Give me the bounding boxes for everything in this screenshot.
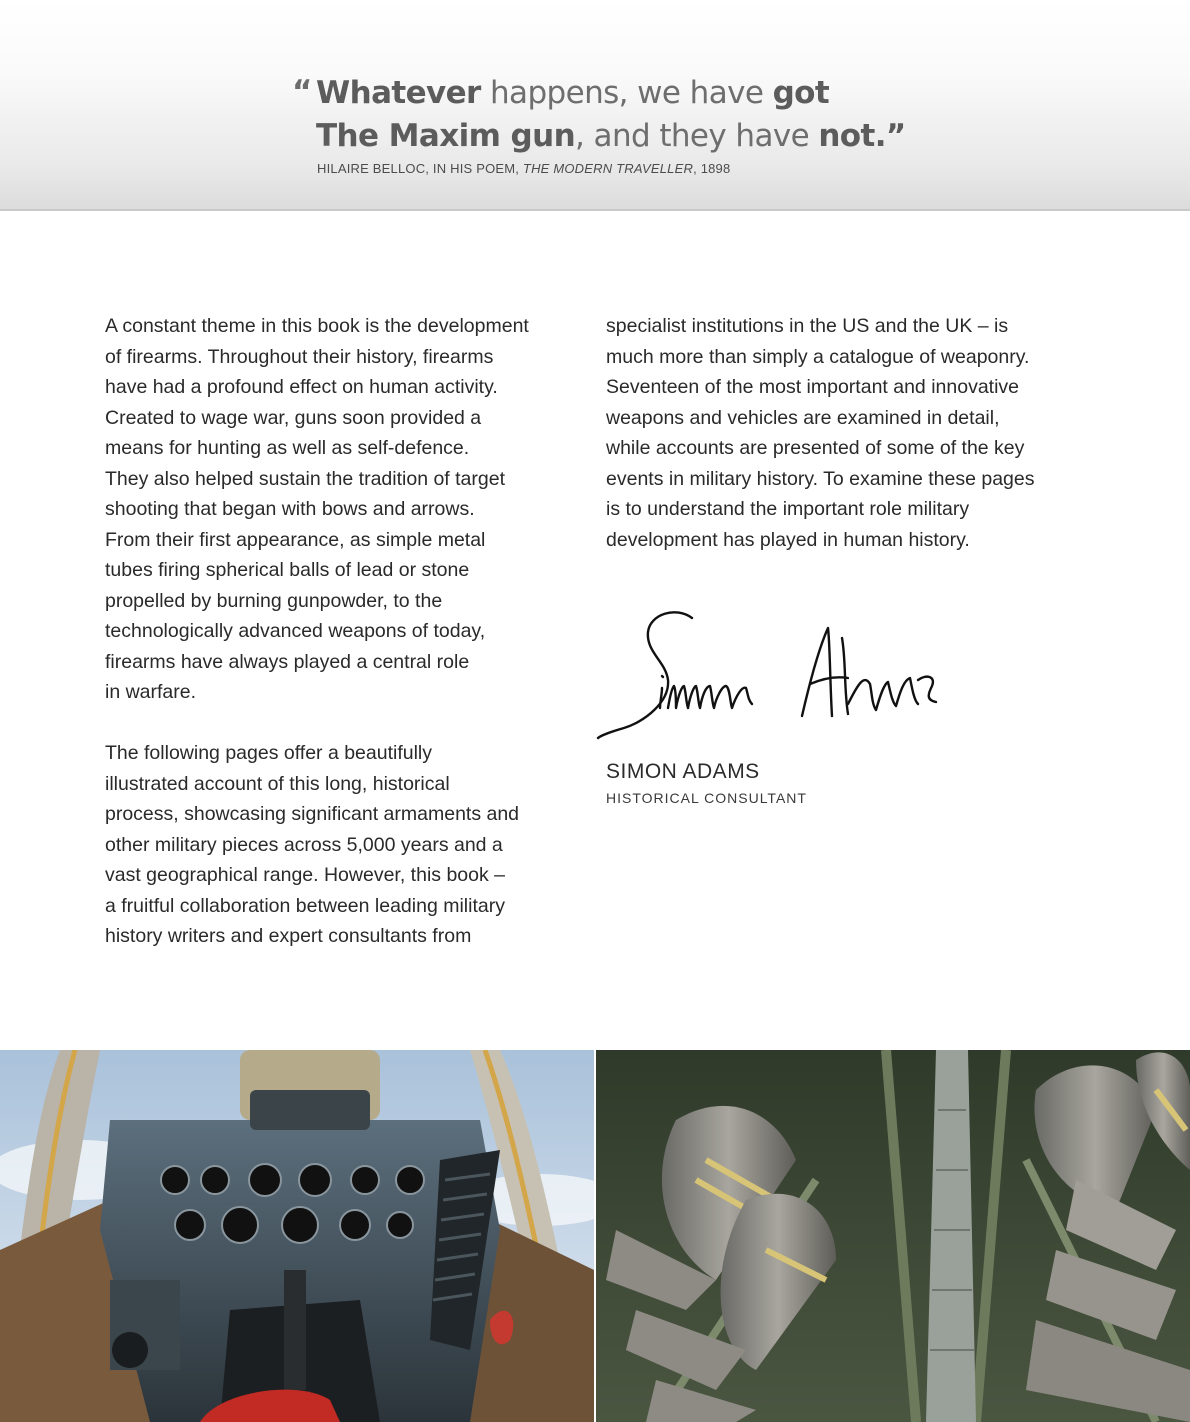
- attribution-prefix: HILAIRE BELLOC, IN HIS POEM,: [317, 161, 523, 176]
- attribution-suffix: , 1898: [693, 161, 731, 176]
- quote-open-mark: “: [292, 74, 313, 110]
- author-role: HISTORICAL CONSULTANT: [606, 790, 807, 806]
- body-paragraph: The following pages offer a beautifully illustrated account of this long, historical process, showcasing significant armaments and other military pieces across 5,000 years and a vast geographical range. However, this book – a fruitful collaboration between leading military history writers and expert consultants from: [105, 742, 520, 947]
- quote-word: happens, we have: [480, 75, 773, 111]
- attribution-work-title: THE MODERN TRAVELLER: [522, 161, 694, 176]
- quote-word: Whatever: [316, 75, 481, 111]
- body-column-left: [105, 311, 585, 952]
- body-column-right: [606, 311, 1096, 555]
- bomb-bay-photo: [596, 1050, 1190, 1422]
- author-name: SIMON ADAMS: [606, 760, 760, 783]
- quote-banner: [0, 0, 1190, 211]
- quote-word: got: [772, 75, 830, 111]
- quote-word: , and they have: [575, 118, 819, 154]
- quote-word: The Maxim gun: [316, 118, 576, 154]
- handwritten-signature: [596, 604, 946, 742]
- cockpit-photo: [0, 1050, 594, 1422]
- body-paragraph: specialist institutions in the US and the UK – is much more than simply a catalogue of weaponry. Seventeen of the most important and innovative weapons and vehicles are examined in detail, while accounts are presented of some of the key events in military history. To examine these pages is to understand the important role military development has played in human history.: [606, 315, 1035, 551]
- body-paragraph: A constant theme in this book is the development of firearms. Throughout their history, firearms have had a profound effect on human activity. Created to wage war, guns soon provided a means for hunting as well as self-defence. They also helped sustain the tradition of target shooting that began with bows and arrows. From their first appearance, as simple metal tubes firing spherical balls of lead or stone propelled by burning gunpowder, to the technologically advanced weapons of today, firearms have always played a central role in warfare.: [105, 315, 529, 703]
- quote-attribution: [317, 161, 730, 176]
- quote-line-1: [316, 74, 829, 112]
- quote-word: not.”: [818, 118, 906, 154]
- quote-line-2: [316, 117, 906, 155]
